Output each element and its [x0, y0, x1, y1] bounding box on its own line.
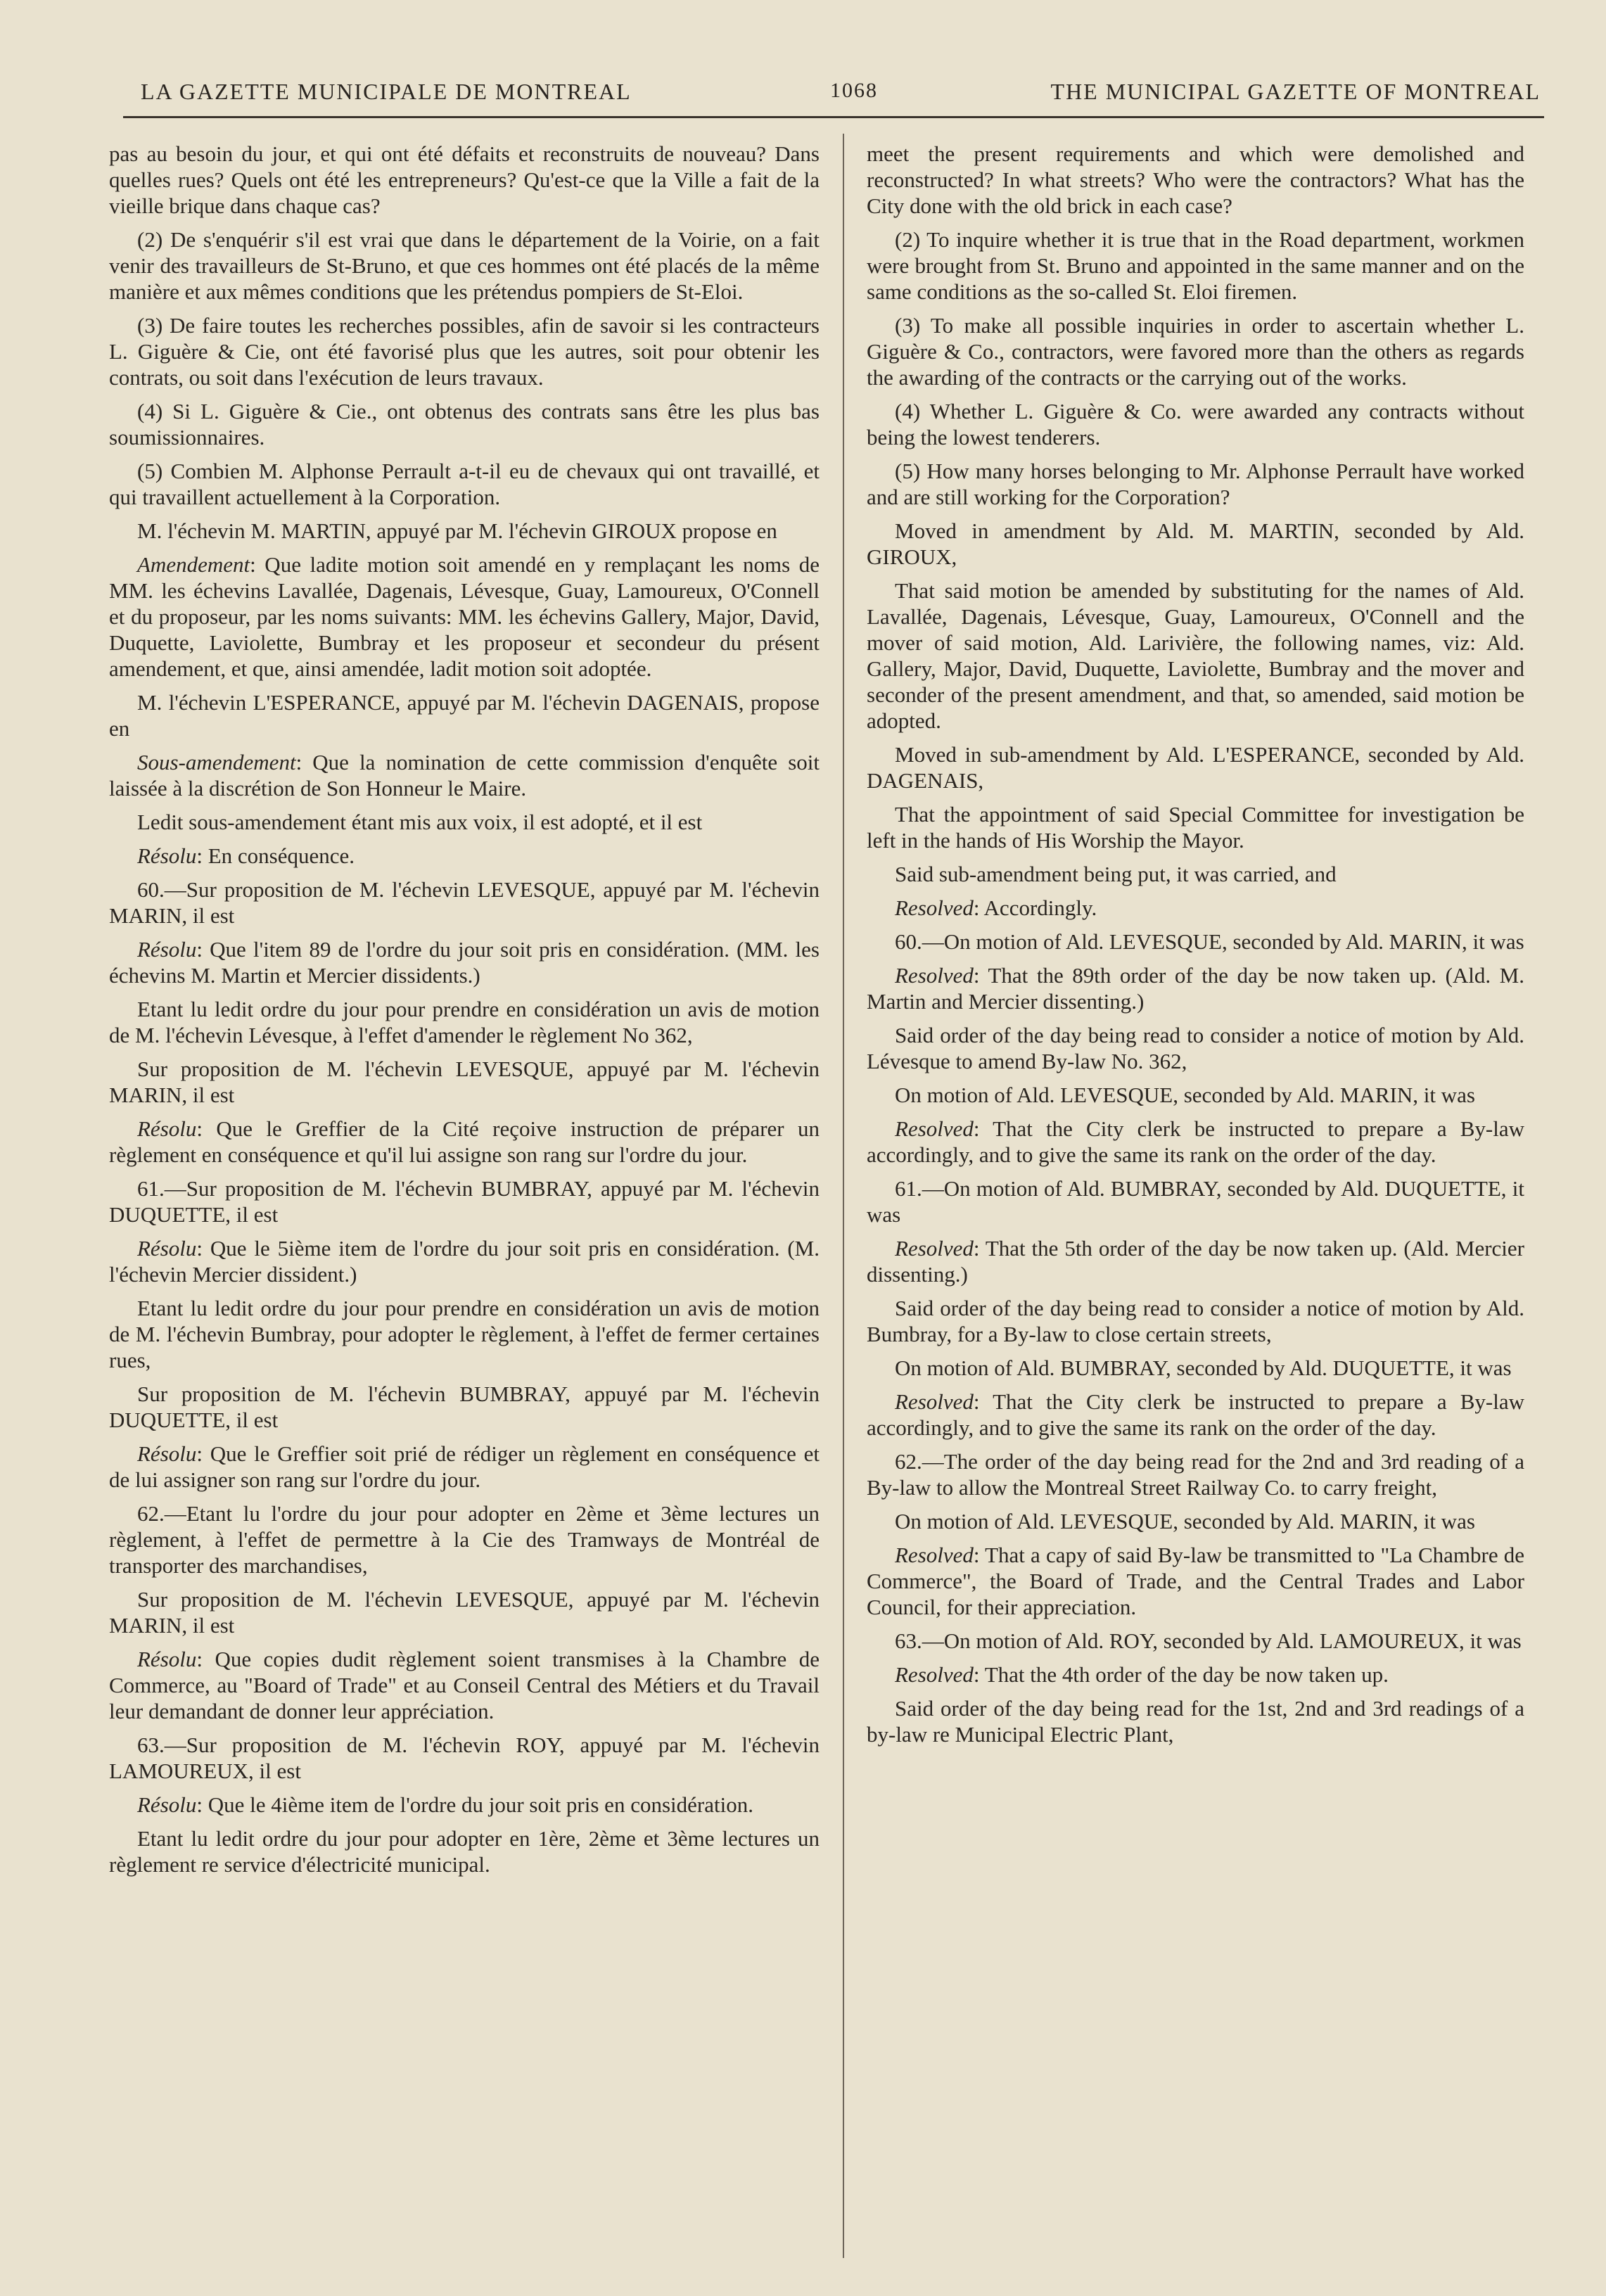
paragraph — [867, 1448, 1524, 1500]
paragraph — [867, 1295, 1524, 1347]
paragraph-text: : That a capy of said By-law be transmitted to "La Chambre de Commerce", the Board of Trade, and the Central Trades and Labor Council, for their appreciation. — [867, 1543, 1524, 1619]
paragraph-text: : Accordingly. — [973, 895, 1097, 920]
paragraph-text: : That the City clerk be instructed to prepare a By-law accordingly, and to give the same its rank on the order of the day. — [867, 1389, 1524, 1440]
paragraph-text: On motion of Ald. BUMBRAY, seconded by Ald. DUQUETTE, it was — [895, 1356, 1512, 1380]
paragraph — [867, 1355, 1524, 1381]
paragraph-text: (2) To inquire whether it is true that in the Road department, workmen were brought from St. Bruno and appointed in the same manner and on the same conditions as the so-called St. Eloi firemen. — [867, 227, 1524, 304]
paragraph-text: : Que le 5ième item de l'ordre du jour soit pris en considération. (M. l'échevin Mercier dissident.) — [109, 1236, 820, 1287]
paragraph-text: 60.—Sur proposition de M. l'échevin LEVESQUE, appuyé par M. l'échevin MARIN, il est — [109, 877, 820, 928]
paragraph — [867, 227, 1524, 305]
paragraph — [109, 1235, 820, 1287]
paragraph-text: : That the 5th order of the day be now taken up. (Ald. Mercier dissenting.) — [867, 1236, 1524, 1287]
paragraph-text: : That the City clerk be instructed to prepare a By-law accordingly, and to give the same its rank on the order of the day. — [867, 1116, 1524, 1167]
paragraph — [867, 1695, 1524, 1747]
paragraph-text: 63.—Sur proposition de M. l'échevin ROY, appuyé par M. l'échevin LAMOUREUX, il est — [109, 1733, 820, 1783]
paragraph-text: (4) Si L. Giguère & Cie., ont obtenus des contrats sans être les plus bas soumissionnaires. — [109, 399, 820, 449]
paragraph — [867, 1389, 1524, 1441]
page-number: 1068 — [830, 79, 878, 102]
paragraph — [867, 578, 1524, 734]
paragraph-text: : That the 4th order of the day be now taken up. — [973, 1662, 1389, 1687]
paragraph-text: : Que l'item 89 de l'ordre du jour soit pris en considération. (MM. les échevins M. Martin et Mercier dissidents.) — [109, 937, 820, 988]
paragraph — [109, 749, 820, 801]
paragraph — [867, 1662, 1524, 1688]
paragraph-text: Ledit sous-amendement étant mis aux voix, il est adopté, et il est — [137, 810, 703, 834]
paragraph-text: On motion of Ald. LEVESQUE, seconded by Ald. MARIN, it was — [895, 1509, 1475, 1533]
paragraph-text: (3) De faire toutes les recherches possibles, afin de savoir si les contracteurs L. Giguère & Cie, ont été favorisé plus que les autres, soit pour obtenir les contrats, ou soit dans l'exécution de leurs travaux. — [109, 313, 820, 390]
resolution-label: Résolu — [137, 1441, 197, 1466]
paragraph — [867, 1508, 1524, 1534]
paragraph — [867, 861, 1524, 887]
resolution-label: Résolu — [137, 1647, 197, 1671]
paragraph — [109, 518, 820, 544]
paragraph — [867, 398, 1524, 450]
paragraph — [109, 312, 820, 390]
paragraph — [109, 551, 820, 682]
paragraph — [109, 1586, 820, 1638]
paragraph-text: Said order of the day being read for the 1st, 2nd and 3rd readings of a by-law re Municipal Electric Plant, — [867, 1696, 1524, 1747]
paragraph-text: Said order of the day being read to consider a notice of motion by Ald. Bumbray, for a By-law to close certain streets, — [867, 1296, 1524, 1346]
paragraph — [867, 1116, 1524, 1168]
paragraph-text: : Que le Greffier de la Cité reçoive instruction de préparer un règlement en conséquence et qu'il lui assigne son rang sur l'ordre du jour. — [109, 1116, 820, 1167]
paragraph — [109, 1116, 820, 1168]
paragraph — [109, 1646, 820, 1724]
paragraph — [867, 518, 1524, 570]
paragraph-text: M. l'échevin L'ESPERANCE, appuyé par M. l'échevin DAGENAIS, propose en — [109, 690, 820, 741]
paragraph-text: 61.—On motion of Ald. BUMBRAY, seconded by Ald. DUQUETTE, it was — [867, 1176, 1524, 1227]
paragraph — [109, 1381, 820, 1433]
paragraph — [867, 1022, 1524, 1074]
paragraph — [867, 895, 1524, 921]
english-column — [867, 141, 1524, 1755]
resolution-label: Resolved — [895, 1543, 974, 1567]
paragraph-text: Moved in sub-amendment by Ald. L'ESPERANCE, seconded by Ald. DAGENAIS, — [867, 742, 1524, 793]
paragraph — [867, 1235, 1524, 1287]
paragraph-text: Said order of the day being read to consider a notice of motion by Ald. Lévesque to amend By-law No. 362, — [867, 1023, 1524, 1073]
paragraph — [109, 398, 820, 450]
paragraph — [109, 1825, 820, 1877]
resolution-label: Amendement — [137, 552, 250, 577]
paragraph-text: (5) How many horses belonging to Mr. Alphonse Perrault have worked and are still working for the Corporation? — [867, 459, 1524, 509]
paragraph-text: Sur proposition de M. l'échevin LEVESQUE, appuyé par M. l'échevin MARIN, il est — [109, 1057, 820, 1107]
resolution-label: Résolu — [137, 937, 197, 962]
paragraph-text: Sur proposition de M. l'échevin BUMBRAY, appuyé par M. l'échevin DUQUETTE, il est — [109, 1382, 820, 1432]
paragraph-text: : En conséquence. — [196, 843, 355, 868]
paragraph-text: 63.—On motion of Ald. ROY, seconded by Ald. LAMOUREUX, it was — [895, 1628, 1522, 1653]
paragraph — [109, 809, 820, 835]
paragraph-text: : Que le 4ième item de l'ordre du jour soit pris en considération. — [196, 1792, 753, 1817]
paragraph-text: : Que le Greffier soit prié de rédiger un règlement en conséquence et de lui assigner son rang sur l'ordre du jour. — [109, 1441, 820, 1492]
paragraph — [867, 1082, 1524, 1108]
paragraph — [867, 801, 1524, 853]
paragraph-text: On motion of Ald. LEVESQUE, seconded by Ald. MARIN, it was — [895, 1083, 1475, 1107]
paragraph — [109, 1175, 820, 1227]
paragraph — [109, 141, 820, 219]
paragraph — [109, 689, 820, 741]
paragraph — [109, 1500, 820, 1579]
resolution-label: Resolved — [895, 1389, 974, 1414]
paragraph-text: 61.—Sur proposition de M. l'échevin BUMBRAY, appuyé par M. l'échevin DUQUETTE, il est — [109, 1176, 820, 1227]
paragraph-text: : Que ladite motion soit amendé en y remplaçant les noms de MM. les échevins Lavallée, Dagenais, Lévesque, Guay, Lamoureux, O'Connell et du proposeur, par les noms suivants: MM. les échevins Gallery, Major, David, Duquette, Laviolette, Bumbray et les proposeur et secondeur du présent amendement, et que, ainsi amendée, ladit motion soit adoptée. — [109, 552, 820, 681]
page-header — [141, 70, 1541, 113]
resolution-label: Resolved — [895, 1236, 974, 1261]
paragraph — [109, 936, 820, 988]
paragraph — [867, 962, 1524, 1014]
paragraph-text: (3) To make all possible inquiries in order to ascertain whether L. Giguère & Co., contractors, were favored more than the others as regards the awarding of the contracts or the carrying out of the works. — [867, 313, 1524, 390]
paragraph — [109, 1056, 820, 1108]
header-title-en: THE MUNICIPAL GAZETTE OF MONTREAL — [1050, 79, 1541, 104]
column-divider — [843, 134, 844, 2258]
paragraph-text: M. l'échevin M. MARTIN, appuyé par M. l'échevin GIROUX propose en — [137, 518, 777, 543]
paragraph-text: Moved in amendment by Ald. M. MARTIN, seconded by Ald. GIROUX, — [867, 518, 1524, 569]
paragraph — [867, 458, 1524, 510]
paragraph — [109, 458, 820, 510]
paragraph — [109, 1792, 820, 1818]
resolution-label: Resolved — [895, 1662, 974, 1687]
paragraph-text: 60.—On motion of Ald. LEVESQUE, seconded by Ald. MARIN, it was — [895, 929, 1524, 954]
paragraph — [867, 741, 1524, 793]
french-column — [109, 141, 820, 1885]
paragraph-text: : Que copies dudit règlement soient transmises à la Chambre de Commerce, au "Board of Trade" et au Conseil Central des Métiers et du Travail leur demandant de donner leur appréciation. — [109, 1647, 820, 1723]
header-title-fr: LA GAZETTE MUNICIPALE DE MONTREAL — [141, 79, 632, 104]
resolution-label: Résolu — [137, 843, 197, 868]
paragraph-text: 62.—Etant lu l'ordre du jour pour adopter en 2ème et 3ème lectures un règlement, à l'effet de permettre à la Cie des Tramways de Montréal de transporter des marchandises, — [109, 1501, 820, 1578]
resolution-label: Resolved — [895, 963, 974, 988]
paragraph-text: That said motion be amended by substituting for the names of Ald. Lavallée, Dagenais, Lévesque, Guay, Lamoureux, O'Connell and the mover of said motion, Ald. Larivière, the following names, viz: Ald. Gallery, Major, David, Duquette, Laviolette, Bumbray and the mover and seconder of the present amendment, and that, so amended, said motion be adopted. — [867, 578, 1524, 733]
paragraph-text: (5) Combien M. Alphonse Perrault a-t-il eu de chevaux qui ont travaillé, et qui travaillent actuellement à la Corporation. — [109, 459, 820, 509]
paragraph-text: : That the 89th order of the day be now taken up. (Ald. M. Martin and Mercier dissenting.) — [867, 963, 1524, 1014]
paragraph — [109, 1732, 820, 1784]
resolution-label: Sous-amendement — [137, 750, 296, 774]
paragraph-text: (2) De s'enquérir s'il est vrai que dans le département de la Voirie, on a fait venir des travailleurs de St-Bruno, et que ces hommes ont été placés de la même manière et aux mêmes conditions que les prétendus pompiers de St-Eloi. — [109, 227, 820, 304]
resolution-label: Resolved — [895, 1116, 974, 1141]
paragraph — [109, 843, 820, 869]
paragraph — [867, 1628, 1524, 1654]
paragraph-text: Etant lu ledit ordre du jour pour adopter en 1ère, 2ème et 3ème lectures un règlement re service d'électricité municipal. — [109, 1826, 820, 1877]
resolution-label: Resolved — [895, 895, 974, 920]
paragraph-text: Sur proposition de M. l'échevin LEVESQUE, appuyé par M. l'échevin MARIN, il est — [109, 1587, 820, 1638]
paragraph — [109, 876, 820, 929]
paragraph — [109, 996, 820, 1048]
paragraph — [867, 141, 1524, 219]
paragraph-text: meet the present requirements and which were demolished and reconstructed? In what streets? Who were the contractors? What has the City done with the old brick in each case? — [867, 141, 1524, 218]
paragraph-text: pas au besoin du jour, et qui ont été défaits et reconstruits de nouveau? Dans quelles rues? Quels ont été les entrepreneurs? Qu'est-ce que la Ville a fait de la vieille brique dans chaque cas? — [109, 141, 820, 218]
header-rule — [123, 116, 1544, 118]
paragraph — [109, 1295, 820, 1373]
paragraph — [867, 929, 1524, 955]
paragraph — [867, 1542, 1524, 1620]
paragraph-text: 62.—The order of the day being read for the 2nd and 3rd reading of a By-law to allow the Montreal Street Railway Co. to carry freight, — [867, 1449, 1524, 1500]
paragraph-text: Etant lu ledit ordre du jour pour prendre en considération un avis de motion de M. l'échevin Bumbray, pour adopter le règlement, à l'effet de fermer certaines rues, — [109, 1296, 820, 1372]
paragraph — [867, 1175, 1524, 1227]
paragraph — [109, 1441, 820, 1493]
resolution-label: Résolu — [137, 1236, 197, 1261]
paragraph-text: : Que la nomination de cette commission d'enquête soit laissée à la discrétion de Son Honneur le Maire. — [109, 750, 820, 801]
paragraph-text: (4) Whether L. Giguère & Co. were awarded any contracts without being the lowest tenderers. — [867, 399, 1524, 449]
resolution-label: Résolu — [137, 1116, 197, 1141]
resolution-label: Résolu — [137, 1792, 197, 1817]
paragraph-text: Said sub-amendment being put, it was carried, and — [895, 862, 1337, 886]
paragraph-text: Etant lu ledit ordre du jour pour prendre en considération un avis de motion de M. l'échevin Lévesque, à l'effet d'amender le règlement No 362, — [109, 997, 820, 1047]
paragraph — [867, 312, 1524, 390]
paragraph — [109, 227, 820, 305]
paragraph-text: That the appointment of said Special Committee for investigation be left in the hands of His Worship the Mayor. — [867, 802, 1524, 853]
